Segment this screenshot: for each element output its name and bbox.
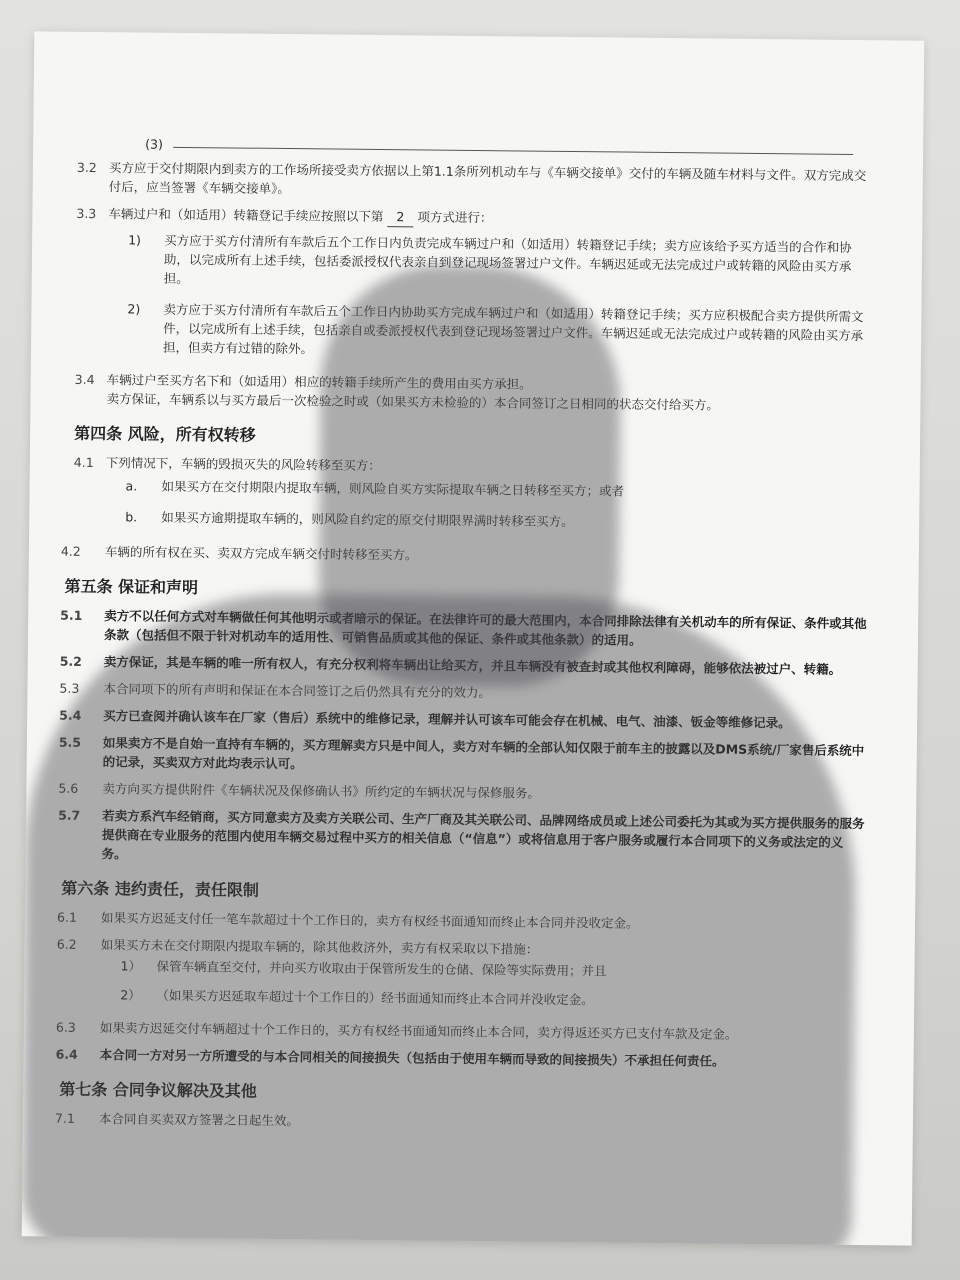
clause-text: 车辆过户和（如适用）转籍登记手续应按照以下第 — [108, 206, 384, 225]
clause-text: 如果卖方迟延交付车辆超过十个工作日的，买方有权经书面通知而终止本合同，卖方得返还买方已支付车款及定金。 — [99, 1020, 738, 1042]
option-item — [107, 299, 872, 364]
option-blank: 2 — [387, 207, 413, 227]
clause-4-2 — [49, 542, 869, 570]
item-text: 如果买方逾期提取车辆的，则风险自约定的原交付期限界满时转移至买方。 — [161, 509, 574, 530]
contract-body — [43, 132, 873, 1145]
contract-page — [22, 31, 925, 1245]
clause-number: 3.2 — [76, 159, 97, 176]
option-item — [100, 956, 864, 983]
item-mark: 1) — [128, 232, 142, 248]
clause-5-5 — [47, 733, 867, 780]
clause-text: 下列情况下，车辆的毁损灭失的风险转移至买方： — [105, 455, 381, 474]
item-text: （如果买方迟延取车超过十个工作日的）经书面通知而终止本合同并没收定金。 — [156, 987, 594, 1008]
clause-7-1 — [43, 1109, 863, 1137]
clause-number: 5.1 — [60, 607, 83, 623]
clause-text: 本合同项下的所有声明和保证在本合同签订之后仍然具有充分的效力。 — [103, 681, 492, 701]
blank-line-3 — [53, 132, 873, 163]
clause-number: 6.1 — [56, 909, 78, 925]
clause-text: 卖方向买方提供附件《车辆状况及保修确认书》所约定的车辆状况与保修服务。 — [102, 781, 540, 801]
item-mark: 2) — [127, 301, 141, 317]
clause-6-1 — [45, 908, 865, 936]
section-heading-4: 第四条 风险，所有权转移 — [74, 423, 256, 445]
clause-text: 卖方保证，其是车辆的唯一所有权人，有充分权利将车辆出让给买方，并且车辆没有被查封或其他权利障碍，能够依法被过户、转籍。 — [103, 654, 842, 677]
item-mark: b. — [125, 509, 138, 525]
clause-text: 本合同自买卖双方签署之日起生效。 — [98, 1111, 300, 1129]
clause-number: 3.4 — [74, 371, 95, 388]
clause-3-3 — [51, 204, 873, 365]
fill-in-rule — [173, 147, 853, 155]
item-mark: a. — [125, 478, 138, 494]
clause-number: 6.2 — [56, 936, 77, 952]
clause-3-2 — [53, 158, 873, 205]
clause-6-4 — [44, 1045, 864, 1073]
clause-number: 5.7 — [58, 807, 81, 823]
clause-number: 5.5 — [58, 734, 82, 750]
item-mark: 1） — [120, 958, 142, 974]
clause-3-4 — [50, 370, 870, 417]
clause-6-3 — [44, 1018, 864, 1046]
clause-text-2: 卖方保证，车辆系以与买方最后一次检验之时或（如果买方未检验的）本合同签订之日相同的状态交付给买方。 — [106, 391, 720, 413]
clause-5-6 — [46, 779, 866, 807]
clause-number: 4.2 — [60, 543, 81, 559]
item-text: 保管车辆直至交付，并向买方收取由于保管所发生的仓储、保险等实际费用；并且 — [156, 958, 607, 979]
clause-text: 如果卖方不是自始一直持有车辆的，买方理解卖方只是中间人，卖方对车辆的全部认知仅限于前车主的披露以及DMS系统/厂家售后系统中的记录，买卖双方对此均表示认可。 — [102, 735, 865, 772]
clause-6-2 — [44, 935, 865, 1013]
clause-number: 3.3 — [76, 205, 97, 222]
clause-5-3 — [47, 679, 867, 707]
option-item — [105, 507, 869, 534]
clause-number: 5.4 — [59, 707, 82, 723]
clause-5-4 — [47, 706, 867, 734]
clause-number: 5.6 — [58, 780, 79, 796]
clause-text: 卖方不以任何方式对车辆做任何其他明示或者暗示的保证。在法律许可的最大范围内，本合同排除法律有关机动车的所有保证、条件或其他条款（包括但不限于针对机动车的适用性、可销售品质或其他的保证、条件或其他条款）的适用。 — [103, 608, 867, 648]
line-mark: (3) — [145, 136, 163, 152]
clause-text: 车辆的所有权在买、卖双方完成车辆交付时转移至买方。 — [104, 544, 418, 563]
clause-5-2 — [48, 652, 868, 680]
clause-number: 6.4 — [55, 1046, 78, 1062]
clause-text: 买方应于交付期限内到卖方的工作场所接受卖方依据以上第1.1条所列机动车与《车辆交接单》交付的车辆及随车材料与文件。双方完成交付后，应当签署《车辆交接单》。 — [108, 160, 867, 197]
clause-5-1 — [48, 606, 868, 653]
clause-text: 如果买方未在交付期限内提取车辆的，除其他救济外，卖方有权采取以下措施： — [100, 937, 539, 957]
section-heading-5: 第五条 保证和声明 — [64, 576, 199, 598]
item-mark: 2） — [120, 987, 141, 1003]
clause-4-1 — [49, 453, 870, 535]
item-text: 如果买方在交付期限内提取车辆，则风险自买方实际提取车辆之日转移至买方；或者 — [161, 478, 625, 499]
clause-text: 车辆过户至买方名下和（如适用）相应的转籍手续所产生的费用由买方承担。 — [106, 372, 532, 392]
clause-text: 买方已查阅并确认该车在厂家（售后）系统中的维修记录，理解并认可该车可能会存在机械、电气、油漆、钣金等维修记录。 — [103, 708, 791, 731]
clause-number: 5.2 — [59, 653, 82, 669]
clause-text: 本合同一方对另一方所遭受的与本合同相关的间接损失（包括由于使用车辆而导致的间接损失）不承担任何责任。 — [99, 1047, 725, 1069]
clause-number: 7.1 — [54, 1110, 75, 1126]
section-heading-7: 第七条 合同争议解决及其他 — [59, 1079, 257, 1101]
clause-text-tail: 项方式进行： — [417, 209, 493, 226]
clause-text: 若卖方系汽车经销商，买方同意卖方及卖方关联公司、生产厂商及其关联公司、品牌网络成员或上述公司委托为其或为买方提供服务的服务提供商在专业服务的范围内使用车辆交易过程中买方的相关信息（“信息”）或将信息用于客户服务或履行本合同项下的义务或法定的义务。 — [101, 808, 865, 862]
clause-5-7 — [46, 806, 867, 872]
item-text: 买方应于买方付清所有车款后五个工作日内负责完成车辆过户和（如适用）转籍登记手续；卖方应该给予买方适当的合作和协助，以完成所有上述手续，包括委派授权代表亲自到登记现场签署过户文件。车辆迟延或无法完成过户或转籍的风险由买方承担。 — [163, 232, 852, 287]
clause-text: 如果买方迟延支付任一笔车款超过十个工作日的，卖方有权经书面通知而终止本合同并没收定金。 — [100, 910, 639, 931]
clause-number: 4.1 — [73, 454, 94, 471]
section-heading-6: 第六条 违约责任，责任限制 — [61, 878, 260, 900]
clause-number: 6.3 — [55, 1019, 76, 1035]
option-item — [100, 985, 864, 1012]
option-item — [105, 476, 869, 503]
item-text: 卖方应于买方付清所有车款后五个工作日内协助买方完成车辆过户和（如适用）转籍登记手续；买方应积极配合卖方提供所需文件，以完成所有上述手续，包括亲自或委派授权代表到登记现场签署过户文件。车辆迟延或无法完成过户或转籍的风险由买方承担，但卖方有过错的除外。 — [162, 301, 864, 357]
option-item — [108, 230, 873, 295]
clause-number: 5.3 — [59, 680, 80, 696]
